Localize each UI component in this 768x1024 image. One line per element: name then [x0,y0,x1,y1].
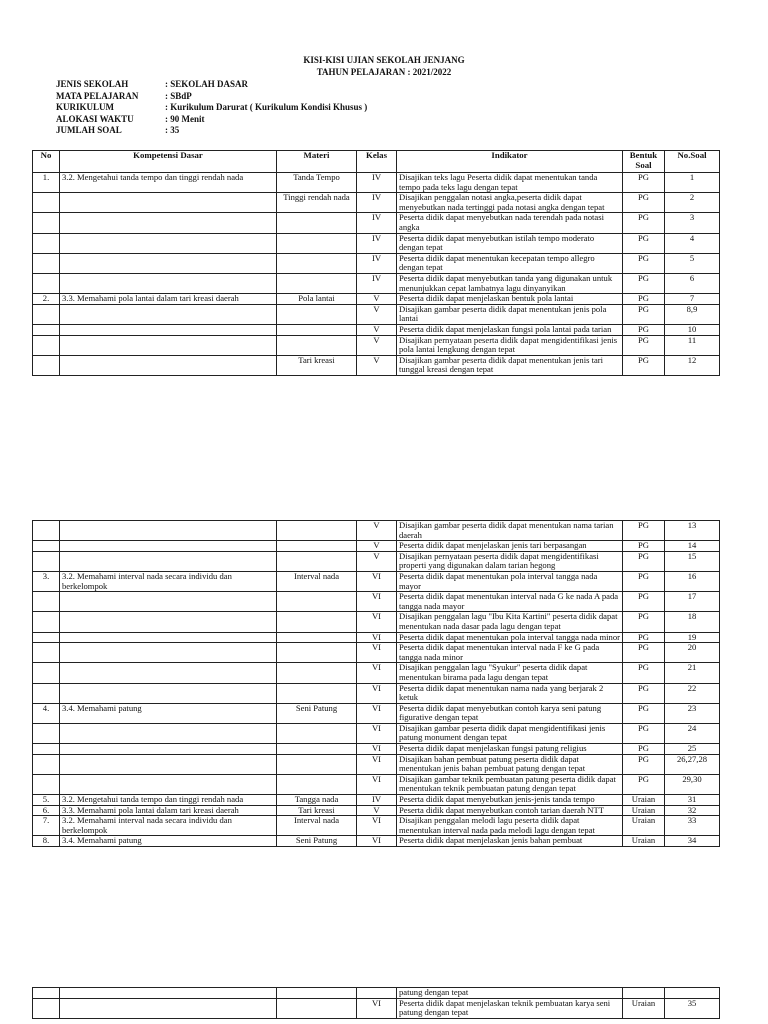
cell-kompetensi-dasar [60,754,277,774]
cell-indikator: Disajikan bahan pembuat patung peserta didik dapat menentukan jenis bahan pembuat patung dengan tepat [397,754,623,774]
cell-materi: Pola lantai [277,294,357,305]
cell-indikator: Disajikan gambar peserta didik dapat menentukan nama tarian daerah [397,521,623,541]
cell-no-soal: 14 [665,541,720,552]
cell-no: 3. [33,571,60,591]
cell-kelas: V [357,355,397,375]
cell-no [33,723,60,743]
cell-bentuk-soal: PG [623,294,665,305]
cell-no-soal: 26,27,28 [665,754,720,774]
cell-no-soal: 11 [665,335,720,355]
cell-indikator: Peserta didik dapat menjelaskan jenis tari berpasangan [397,541,623,552]
cell-bentuk-soal: PG [623,683,665,703]
cell-bentuk-soal: PG [623,754,665,774]
cell-no-soal: 5 [665,253,720,273]
cell-materi [277,273,357,293]
table-row [33,355,720,375]
cell-bentuk-soal: PG [623,663,665,683]
cell-kelas: V [357,294,397,305]
cell-indikator: Peserta didik dapat menentukan pola interval tangga nada minor [397,632,623,643]
cell-no [33,521,60,541]
cell-bentuk-soal: PG [623,643,665,663]
cell-no-soal: 3 [665,213,720,233]
cell-kelas: VI [357,703,397,723]
cell-bentuk-soal: Uraian [623,998,665,1018]
cell-kompetensi-dasar [60,643,277,663]
cell-kelas: IV [357,253,397,273]
cell-no-soal: 25 [665,744,720,755]
cell-no-soal: 32 [665,805,720,816]
cell-indikator: patung dengan tepat [397,988,623,999]
cell-indikator: Peserta didik dapat menyebutkan contoh tarian daerah NTT [397,805,623,816]
meta-label: ALOKASI WAKTU [56,113,134,124]
table-row [33,571,720,591]
cell-materi [277,663,357,683]
cell-kelas: VI [357,632,397,643]
cell-kompetensi-dasar [60,723,277,743]
cell-bentuk-soal: PG [623,193,665,213]
cell-indikator: Peserta didik dapat menentukan kecepatan tempo allegro dengan tepat [397,253,623,273]
cell-indikator: Disajikan penggalan lagu "Ibu Kita Kartini" peserta didik dapat menentukan nada dasar pada lagu dengan tepat [397,612,623,632]
cell-no-soal: 10 [665,324,720,335]
cell-kelas: VI [357,663,397,683]
cell-no [33,663,60,683]
cell-kompetensi-dasar [60,551,277,571]
kisi-table-page3 [32,987,720,1019]
cell-indikator: Disajikan gambar peserta didik dapat menentukan jenis tari tunggal kreasi dengan tepat [397,355,623,375]
cell-materi [277,632,357,643]
cell-kompetensi-dasar [60,253,277,273]
table-row [33,703,720,723]
cell-indikator: Disajikan pernyataan peserta didik dapat mengidentifikasi jenis pola lantai lengkung dengan tepat [397,335,623,355]
cell-kompetensi-dasar [60,541,277,552]
meta-row [56,91,367,103]
cell-materi [277,324,357,335]
cell-kompetensi-dasar [60,521,277,541]
cell-no [33,304,60,324]
kisi-table-page2 [32,520,720,847]
cell-no-soal: 6 [665,273,720,293]
cell-kelas: V [357,304,397,324]
cell-kelas: IV [357,233,397,253]
cell-bentuk-soal: Uraian [623,836,665,847]
cell-materi [277,213,357,233]
meta-row [56,125,367,137]
cell-kelas: V [357,335,397,355]
cell-indikator: Peserta didik dapat menyebutkan nada terendah pada notasi angka [397,213,623,233]
table-row [33,612,720,632]
cell-no [33,612,60,632]
cell-bentuk-soal: PG [623,355,665,375]
table-row [33,541,720,552]
cell-kompetensi-dasar [60,233,277,253]
cell-no-soal: 21 [665,663,720,683]
table-row [33,521,720,541]
cell-kompetensi-dasar: 3.3. Memahami pola lantai dalam tari kreasi daerah [60,294,277,305]
cell-materi [277,592,357,612]
table-row [33,754,720,774]
table-row [33,294,720,305]
cell-kompetensi-dasar [60,213,277,233]
cell-kompetensi-dasar: 3.4. Memahami patung [60,703,277,723]
meta-label: JENIS SEKOLAH [56,79,129,89]
cell-no-soal: 2 [665,193,720,213]
cell-no [33,551,60,571]
cell-kompetensi-dasar [60,273,277,293]
cell-indikator: Peserta didik dapat menentukan nama nada yang berjarak 2 ketuk [397,683,623,703]
cell-indikator: Peserta didik dapat menyebutkan tanda yang digunakan untuk menunjukkan cepat lambatnya lagu dinyanyikan [397,273,623,293]
cell-kompetensi-dasar: 3.2. Mengetahui tanda tempo dan tinggi rendah nada [60,173,277,193]
cell-no: 5. [33,795,60,806]
cell-bentuk-soal: PG [623,173,665,193]
cell-materi: Seni Patung [277,703,357,723]
cell-kompetensi-dasar [60,744,277,755]
table-row [33,193,720,213]
cell-indikator: Peserta didik dapat menjelaskan fungsi pola lantai pada tarian [397,324,623,335]
cell-kelas: VI [357,571,397,591]
cell-no [33,744,60,755]
cell-kompetensi-dasar [60,355,277,375]
cell-kelas: VI [357,683,397,703]
header-kelas: Kelas [357,151,397,173]
cell-no [33,213,60,233]
table-row [33,304,720,324]
cell-materi [277,754,357,774]
meta-value: : 35 [165,125,180,135]
cell-no [33,253,60,273]
cell-bentuk-soal: PG [623,592,665,612]
cell-kelas: V [357,324,397,335]
cell-materi [277,335,357,355]
header-bentuk-soal: Bentuk Soal [623,151,665,173]
table-row [33,744,720,755]
cell-indikator: Disajikan pernyataan peserta didik dapat mengidentifikasi properti yang digunakan dalam tarian hegong [397,551,623,571]
cell-materi: Tari kreasi [277,355,357,375]
cell-indikator: Disajikan penggalan lagu "Syukur" peserta didik dapat menentukan birama pada lagu dengan tepat [397,663,623,683]
cell-indikator: Peserta didik dapat menentukan pola interval tangga nada mayor [397,571,623,591]
cell-no-soal: 24 [665,723,720,743]
cell-kompetensi-dasar [60,774,277,794]
meta-value: : SBdP [165,90,192,101]
cell-no [33,273,60,293]
cell-bentuk-soal: PG [623,521,665,541]
cell-no: 8. [33,836,60,847]
cell-kompetensi-dasar [60,335,277,355]
cell-materi: Interval nada [277,816,357,836]
cell-kelas: IV [357,213,397,233]
cell-no [33,335,60,355]
cell-bentuk-soal: PG [623,571,665,591]
meta-value: : SEKOLAH DASAR [165,79,249,89]
meta-label: KURIKULUM [56,102,114,112]
header-kompetensi-dasar: Kompetensi Dasar [60,151,277,173]
cell-kelas: VI [357,643,397,663]
cell-no: 1. [33,173,60,193]
header-indikator: Indikator [397,151,623,173]
cell-no [33,643,60,663]
meta-block [56,79,367,137]
table-row [33,795,720,806]
cell-no-soal: 31 [665,795,720,806]
cell-kompetensi-dasar: 3.2. Memahami interval nada secara individu dan berkelompok [60,571,277,591]
cell-indikator: Peserta didik dapat menyebutkan contoh karya seni patung figurative dengan tepat [397,703,623,723]
cell-indikator: Peserta didik dapat menentukan interval nada G ke nada A pada tangga nada mayor [397,592,623,612]
cell-kompetensi-dasar: 3.2. Memahami interval nada secara individu dan berkelompok [60,816,277,836]
cell-no-soal: 4 [665,233,720,253]
cell-bentuk-soal: PG [623,233,665,253]
cell-materi: Tinggi rendah nada [277,193,357,213]
cell-no-soal: 23 [665,703,720,723]
cell-materi [277,723,357,743]
cell-kelas: IV [357,193,397,213]
table-row [33,551,720,571]
cell-bentuk-soal: PG [623,744,665,755]
cell-materi [277,744,357,755]
cell-no-soal: 12 [665,355,720,375]
cell-no [33,233,60,253]
cell-kompetensi-dasar [60,612,277,632]
table-row [33,988,720,999]
cell-materi [277,253,357,273]
cell-no: 7. [33,816,60,836]
cell-indikator: Peserta didik dapat menjelaskan jenis bahan pembuat [397,836,623,847]
cell-materi [277,612,357,632]
cell-materi: Interval nada [277,571,357,591]
cell-indikator: Disajikan penggalan notasi angka,peserta didik dapat menyebutkan nada tertinggi pada notasi angka dengan tepat [397,193,623,213]
cell-no [33,193,60,213]
cell-materi: Tari kreasi [277,805,357,816]
table-row [33,663,720,683]
cell-no [33,754,60,774]
cell-no [33,998,60,1018]
cell-no-soal: 29,30 [665,774,720,794]
cell-materi [277,541,357,552]
cell-materi [277,521,357,541]
cell-kompetensi-dasar: 3.4. Memahami patung [60,836,277,847]
cell-no-soal [665,988,720,999]
cell-kelas: V [357,521,397,541]
cell-indikator: Disajikan gambar peserta didik dapat mengidentifikasi jenis patung monument dengan tepat [397,723,623,743]
cell-no [33,324,60,335]
cell-no [33,683,60,703]
cell-materi [277,643,357,663]
cell-indikator: Peserta didik dapat menyebutkan jenis-jenis tanda tempo [397,795,623,806]
cell-bentuk-soal: PG [623,324,665,335]
cell-no: 4. [33,703,60,723]
cell-kompetensi-dasar: 3.2. Mengetahui tanda tempo dan tinggi rendah nada [60,795,277,806]
header-no-soal: No.Soal [665,151,720,173]
cell-no: 6. [33,805,60,816]
cell-bentuk-soal: PG [623,253,665,273]
table-row [33,683,720,703]
cell-bentuk-soal: PG [623,632,665,643]
cell-indikator: Peserta didik dapat menentukan interval nada F ke G pada tangga nada minor [397,643,623,663]
table-row [33,324,720,335]
cell-kompetensi-dasar [60,324,277,335]
cell-materi: Tanda Tempo [277,173,357,193]
cell-kelas: V [357,541,397,552]
cell-kelas: VI [357,836,397,847]
cell-no [33,632,60,643]
cell-bentuk-soal: PG [623,335,665,355]
table-row [33,998,720,1018]
cell-bentuk-soal: PG [623,774,665,794]
cell-bentuk-soal [623,988,665,999]
cell-bentuk-soal: PG [623,551,665,571]
cell-kelas: VI [357,816,397,836]
cell-kelas: VI [357,774,397,794]
cell-kelas: IV [357,795,397,806]
cell-kelas: IV [357,173,397,193]
cell-kelas [357,988,397,999]
cell-kompetensi-dasar [60,683,277,703]
meta-row [56,114,367,126]
cell-materi: Seni Patung [277,836,357,847]
table-row [33,723,720,743]
cell-no-soal: 18 [665,612,720,632]
cell-materi [277,683,357,703]
cell-no-soal: 34 [665,836,720,847]
cell-materi [277,233,357,253]
table-row [33,805,720,816]
table-row [33,173,720,193]
cell-indikator: Peserta didik dapat menjelaskan bentuk pola lantai [397,294,623,305]
cell-indikator: Disajikan gambar peserta didik dapat menentukan jenis pola lantai [397,304,623,324]
cell-bentuk-soal: PG [623,723,665,743]
cell-kelas: VI [357,723,397,743]
table-row [33,335,720,355]
cell-no [33,592,60,612]
cell-bentuk-soal: Uraian [623,795,665,806]
cell-bentuk-soal: PG [623,703,665,723]
cell-bentuk-soal: PG [623,213,665,233]
cell-materi [277,774,357,794]
cell-indikator: Peserta didik dapat menjelaskan teknik pembuatan karya seni patung dengan tepat [397,998,623,1018]
cell-kompetensi-dasar [60,592,277,612]
doc-title-line1: KISI-KISI UJIAN SEKOLAH JENJANG [303,55,465,65]
table-row [33,253,720,273]
cell-no-soal: 19 [665,632,720,643]
cell-no-soal: 20 [665,643,720,663]
cell-bentuk-soal: PG [623,273,665,293]
cell-materi [277,304,357,324]
cell-indikator: Disajikan gambar teknik pembuatan patung peserta didik dapat menentukan teknik pembuatan patung dengan tepat [397,774,623,794]
cell-kelas: V [357,551,397,571]
cell-no-soal: 15 [665,551,720,571]
meta-row [56,102,367,114]
meta-value: : Kurikulum Darurat ( Kurikulum Kondisi Khusus ) [165,102,368,112]
cell-kelas: VI [357,998,397,1018]
table-row [33,774,720,794]
table-row [33,836,720,847]
meta-value: : 90 Menit [165,113,205,124]
cell-no [33,541,60,552]
header-no: No [33,151,60,173]
table-row [33,592,720,612]
kisi-table-page1 [32,150,720,376]
cell-no-soal: 33 [665,816,720,836]
table-row [33,233,720,253]
cell-bentuk-soal: PG [623,304,665,324]
cell-materi [277,988,357,999]
header-materi: Materi [277,151,357,173]
cell-kompetensi-dasar [60,193,277,213]
cell-no-soal: 22 [665,683,720,703]
cell-no-soal: 8,9 [665,304,720,324]
cell-no-soal: 35 [665,998,720,1018]
table-row [33,213,720,233]
cell-kelas: V [357,805,397,816]
cell-no-soal: 13 [665,521,720,541]
cell-no-soal: 7 [665,294,720,305]
cell-no: 2. [33,294,60,305]
table-row [33,632,720,643]
cell-kompetensi-dasar: 3.3. Memahami pola lantai dalam tari kreasi daerah [60,805,277,816]
cell-no [33,355,60,375]
meta-label: JUMLAH SOAL [56,125,122,135]
table-row [33,816,720,836]
cell-materi [277,998,357,1018]
cell-kompetensi-dasar [60,998,277,1018]
cell-kompetensi-dasar [60,663,277,683]
cell-bentuk-soal: Uraian [623,816,665,836]
cell-materi [277,551,357,571]
cell-bentuk-soal: Uraian [623,805,665,816]
cell-kelas: VI [357,744,397,755]
cell-kelas: VI [357,592,397,612]
table-header-row [33,151,720,173]
cell-kompetensi-dasar [60,632,277,643]
cell-kelas: IV [357,273,397,293]
cell-materi: Tangga nada [277,795,357,806]
cell-bentuk-soal: PG [623,612,665,632]
cell-no-soal: 16 [665,571,720,591]
meta-row [56,79,367,91]
cell-no [33,774,60,794]
cell-kompetensi-dasar [60,988,277,999]
cell-kelas: VI [357,612,397,632]
cell-kelas: VI [357,754,397,774]
cell-bentuk-soal: PG [623,541,665,552]
doc-title-line2: TAHUN PELAJARAN : 2021/2022 [316,67,452,77]
meta-label: MATA PELAJARAN [56,90,139,101]
cell-indikator: Peserta didik dapat menyebutkan istilah tempo moderato dengan tepat [397,233,623,253]
cell-no [33,988,60,999]
table-row [33,273,720,293]
cell-indikator: Disajikan penggalan melodi lagu peserta didik dapat menentukan interval nada pada melodi lagu dengan tepat [397,816,623,836]
cell-indikator: Disajikan teks lagu Peserta didik dapat menentukan tanda tempo pada teks lagu dengan tepat [397,173,623,193]
cell-kompetensi-dasar [60,304,277,324]
cell-no-soal: 1 [665,173,720,193]
cell-no-soal: 17 [665,592,720,612]
table-row [33,643,720,663]
cell-indikator: Peserta didik dapat menjelaskan fungsi patung religius [397,744,623,755]
